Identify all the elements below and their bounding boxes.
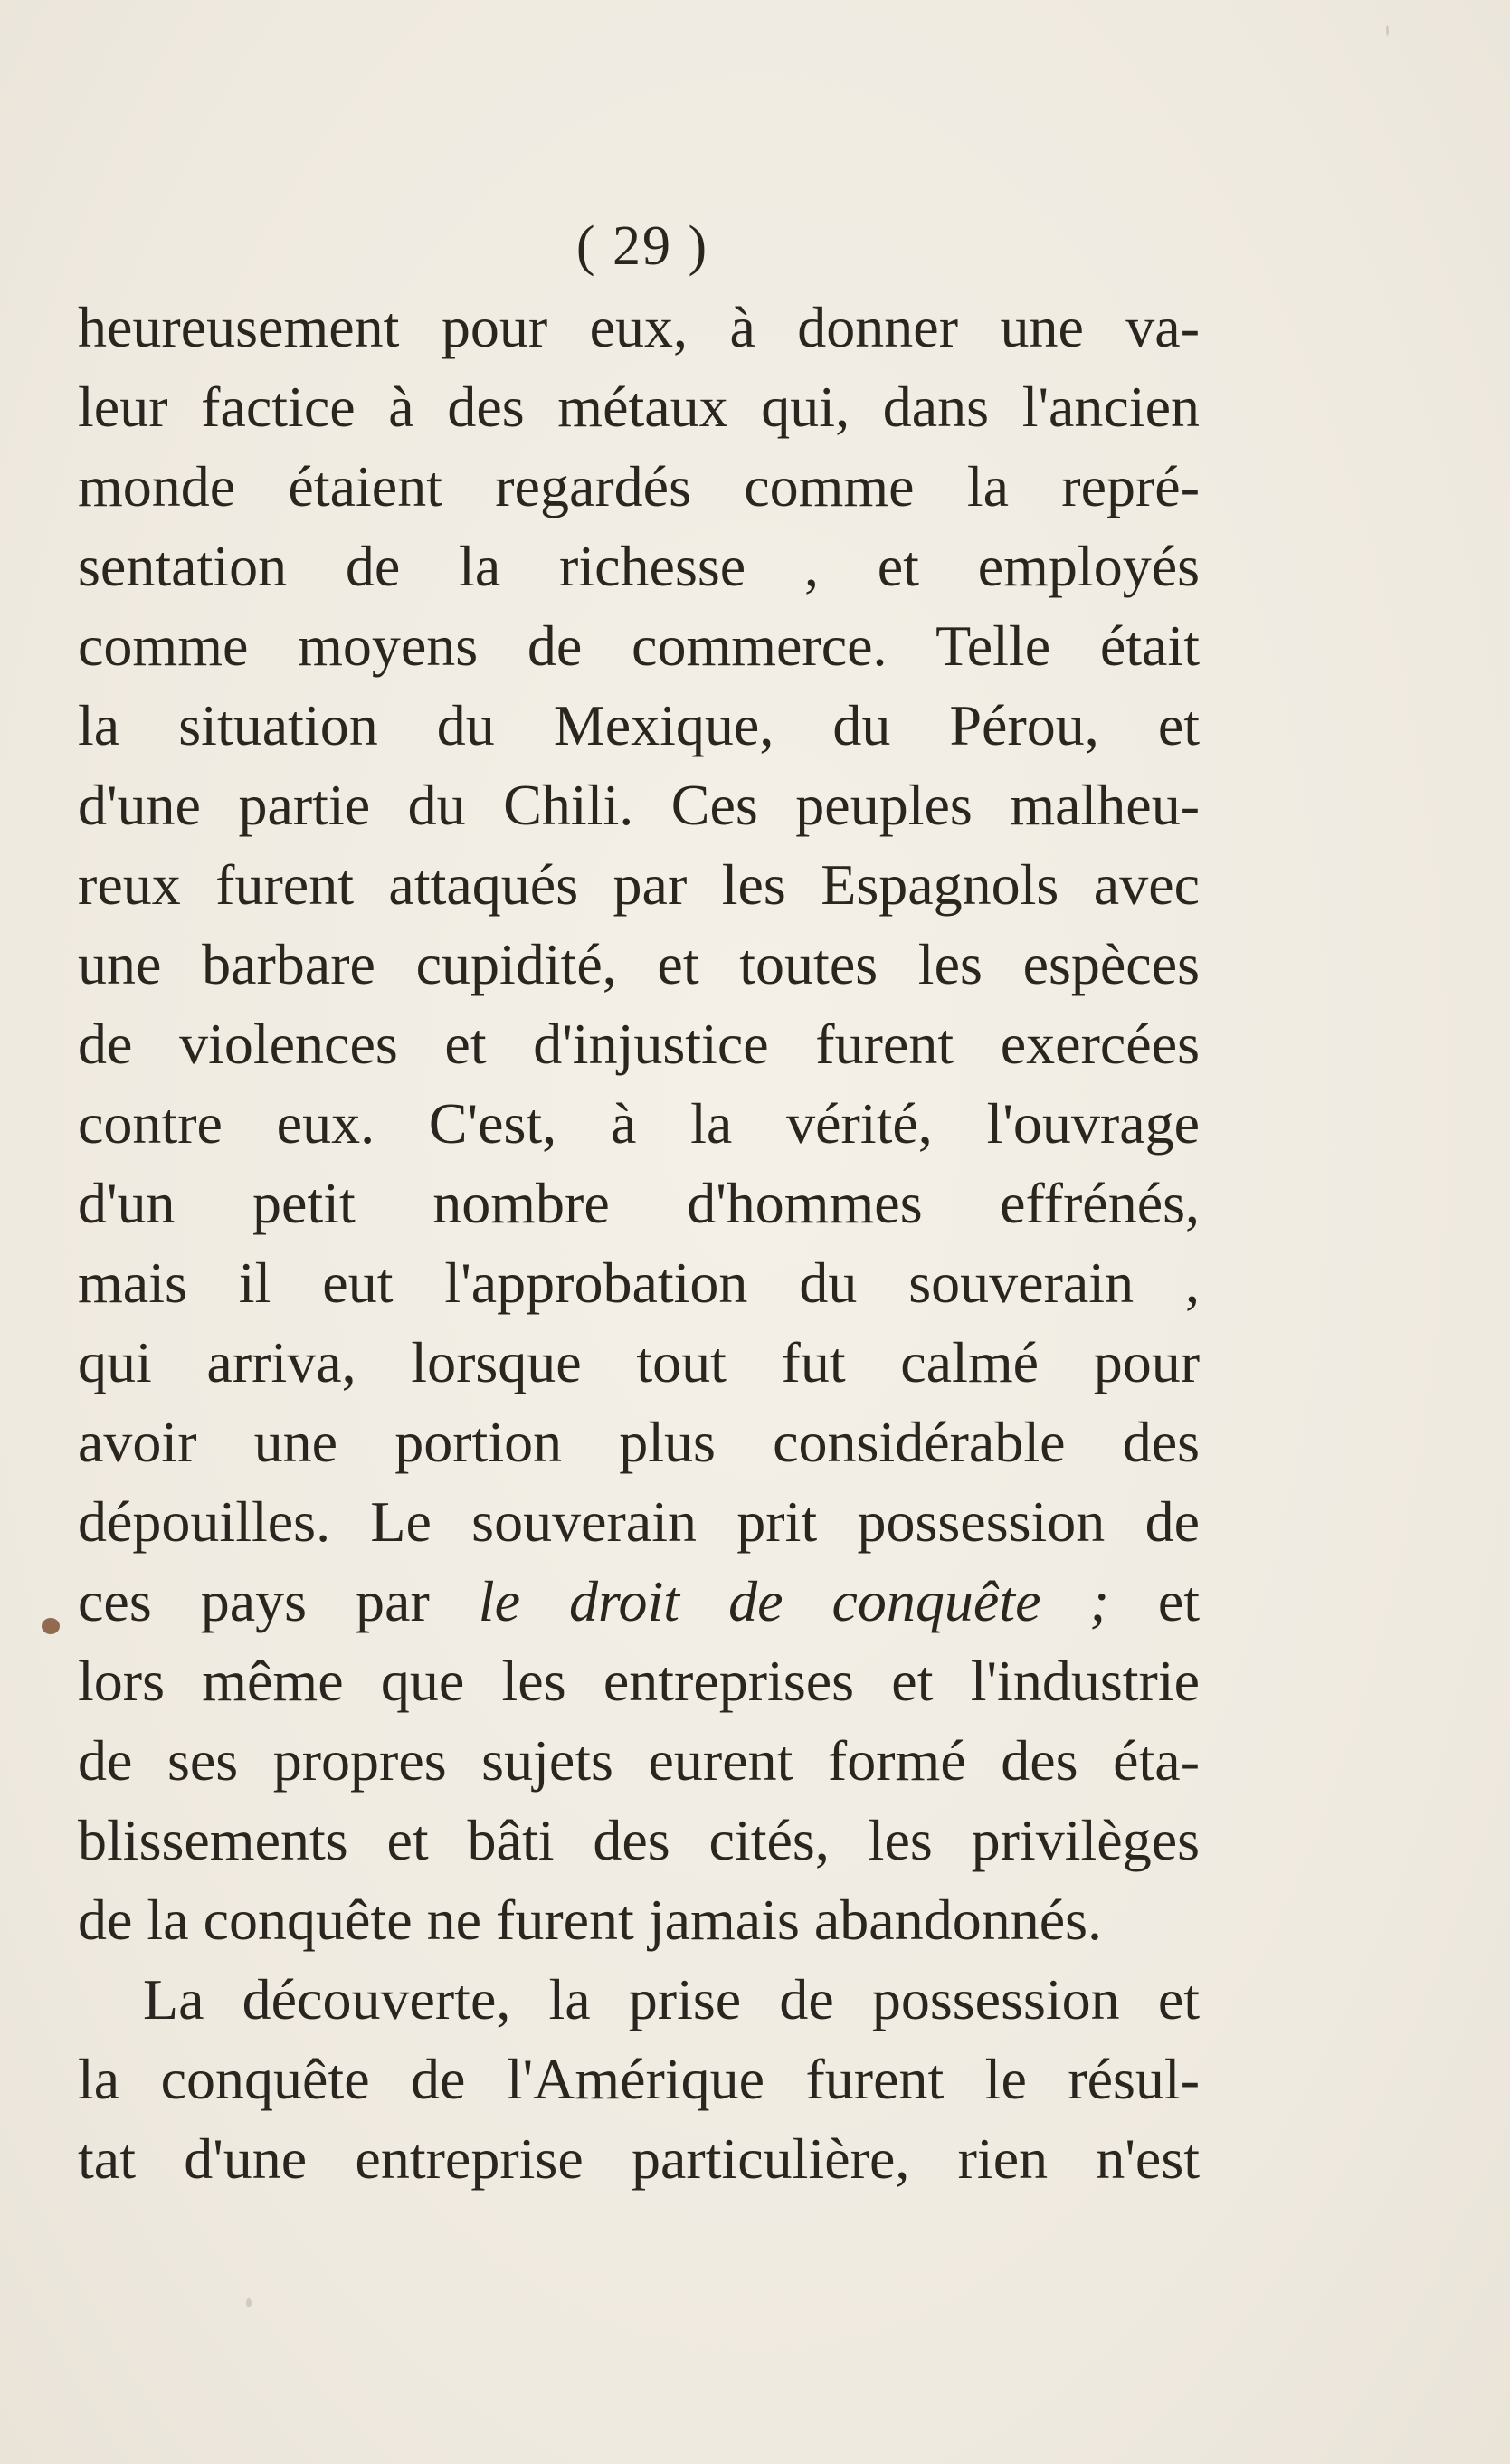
paper-spot xyxy=(1386,25,1389,36)
text-line: une barbare cupidité, et toutes les espèces xyxy=(78,932,1200,996)
text-line: d'un petit nombre d'hommes effrénés, xyxy=(78,1171,1200,1235)
text-line: de violences et d'injustice furent exercées xyxy=(78,1012,1200,1076)
text-fragment: et xyxy=(1108,1569,1201,1633)
paragraph-start-line: La découverte, la prise de possession et xyxy=(143,1967,1200,2031)
text-line: d'une partie du Chili. Ces peuples malheu- xyxy=(78,773,1200,837)
text-fragment: ces pays par xyxy=(78,1569,479,1633)
text-line: heureusement pour eux, à donner une va- xyxy=(78,295,1200,359)
text-line: reux furent attaqués par les Espagnols avec xyxy=(78,852,1200,917)
text-line: monde étaient regardés comme la repré- xyxy=(78,454,1200,518)
text-line: de la conquête ne furent jamais abandonnés. xyxy=(78,1888,1102,1952)
text-line: dépouilles. Le souverain prit possession de xyxy=(78,1489,1200,1554)
page-number: ( 29 ) xyxy=(575,215,709,277)
text-line: mais il eut l'approbation du souverain , xyxy=(78,1251,1200,1315)
body-text xyxy=(78,288,1200,2199)
text-line-italic-phrase xyxy=(78,1562,1200,1641)
text-line: comme moyens de commerce. Telle était xyxy=(78,614,1200,678)
text-line: la conquête de l'Amérique furent le résul- xyxy=(78,2047,1200,2111)
text-line: contre eux. C'est, à la vérité, l'ouvrage xyxy=(78,1091,1200,1156)
paper-spot xyxy=(246,2298,252,2307)
italic-phrase: le droit de conquête ; xyxy=(478,1569,1109,1633)
text-line: qui arriva, lorsque tout fut calmé pour xyxy=(78,1330,1200,1394)
text-line: blissements et bâti des cités, les privilèges xyxy=(78,1808,1200,1872)
text-line: tat d'une entreprise particulière, rien n'est xyxy=(78,2126,1200,2191)
text-line: avoir une portion plus considérable des xyxy=(78,1410,1200,1474)
margin-ink-mark xyxy=(42,1618,60,1634)
text-line: leur factice à des métaux qui, dans l'ancien xyxy=(78,375,1200,439)
text-line: sentation de la richesse , et employés xyxy=(78,534,1200,598)
text-line: de ses propres sujets eurent formé des éta- xyxy=(78,1728,1200,1793)
text-line: la situation du Mexique, du Pérou, et xyxy=(78,693,1200,757)
text-line: lors même que les entreprises et l'industrie xyxy=(78,1649,1200,1713)
